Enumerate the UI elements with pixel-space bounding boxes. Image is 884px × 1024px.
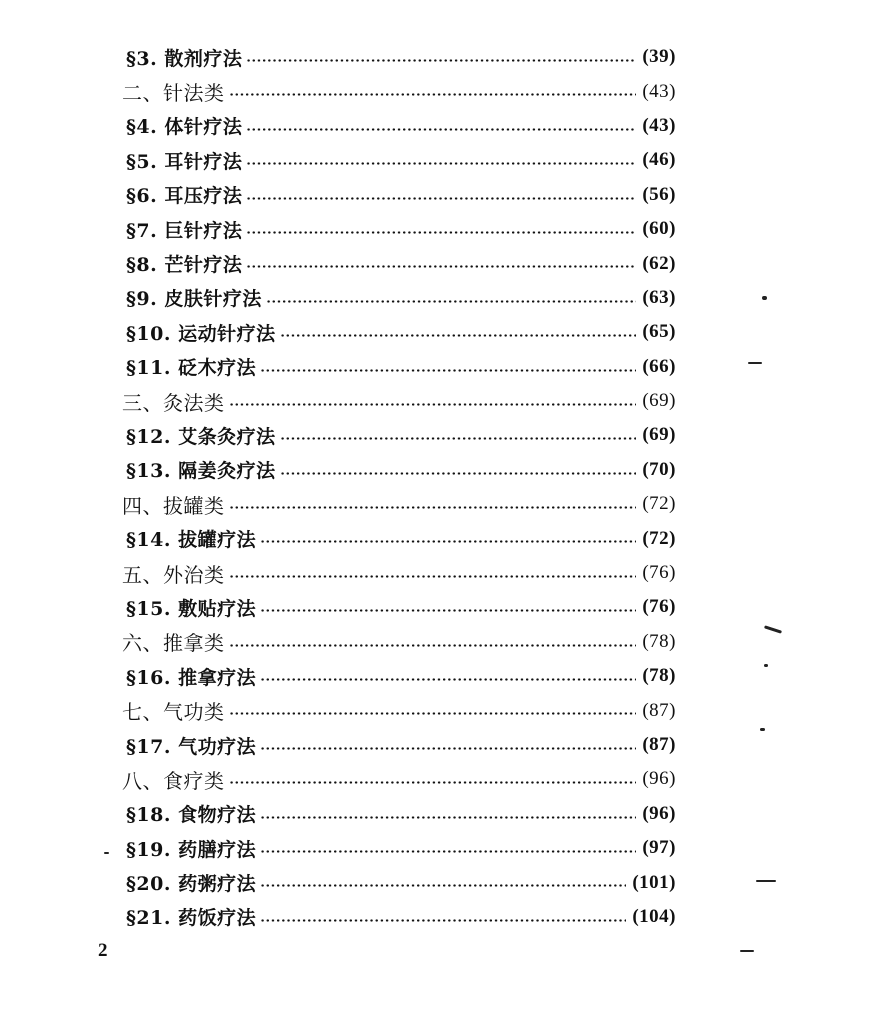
dot-leader (229, 693, 637, 727)
toc-page-number: (65) (642, 321, 676, 343)
toc-page-number: (46) (642, 149, 676, 171)
dot-leader (260, 521, 636, 555)
toc-section (126, 40, 676, 74)
toc-page-number: (87) (642, 699, 676, 721)
scan-speck (756, 880, 776, 882)
toc-title: §20. 药粥疗法 (126, 873, 257, 896)
scan-speck (760, 728, 765, 731)
toc-page-number: (78) (642, 665, 676, 687)
toc-category (122, 487, 676, 521)
toc-section (126, 728, 676, 762)
scan-speck (104, 852, 109, 854)
scan-speck (748, 362, 762, 364)
dot-leader (280, 453, 637, 487)
toc-page-number: (78) (642, 630, 676, 652)
toc-category (122, 556, 676, 590)
dot-leader (246, 40, 636, 74)
toc-title: §15. 敷贴疗法 (126, 597, 257, 620)
toc-section (126, 315, 676, 349)
toc-category (122, 693, 676, 727)
toc-page-number: (96) (642, 768, 676, 790)
toc-page-number: (69) (642, 390, 676, 412)
table-of-contents (0, 40, 884, 934)
dot-leader (229, 556, 637, 590)
toc-section (126, 453, 676, 487)
toc-row (0, 143, 884, 177)
dot-leader (246, 246, 636, 280)
dot-leader (266, 281, 636, 315)
toc-page-number: (39) (642, 46, 676, 68)
toc-section (126, 178, 676, 212)
toc-title: §19. 药膳疗法 (126, 838, 257, 861)
toc-title: 五、外治类 (122, 562, 225, 587)
toc-page-number: (97) (642, 837, 676, 859)
toc-page-number: (60) (642, 218, 676, 240)
toc-row (0, 556, 884, 590)
toc-row (0, 350, 884, 384)
toc-title: §7. 巨针疗法 (126, 219, 243, 242)
toc-title: §8. 芒针疗法 (126, 254, 243, 277)
toc-title: §10. 运动针疗法 (126, 322, 276, 345)
toc-page-number: (69) (642, 424, 676, 446)
toc-category (122, 384, 676, 418)
toc-section (126, 109, 676, 143)
dot-leader (246, 143, 636, 177)
toc-section (126, 865, 676, 899)
toc-page-number: (43) (642, 114, 676, 136)
toc-section (126, 212, 676, 246)
toc-page-number: (87) (642, 734, 676, 755)
dot-leader (260, 865, 626, 899)
toc-page-number: (76) (642, 562, 676, 584)
dot-leader (229, 487, 637, 521)
dot-leader (280, 315, 637, 349)
toc-row (0, 831, 884, 865)
toc-page-number: (72) (642, 493, 676, 515)
toc-row (0, 762, 884, 796)
dot-leader (229, 625, 637, 659)
toc-title: §14. 拔罐疗法 (126, 529, 257, 552)
toc-title: 七、气功类 (122, 700, 225, 725)
toc-title: §17. 气功疗法 (126, 735, 257, 758)
toc-row (0, 246, 884, 280)
dot-leader (260, 728, 636, 762)
dot-leader (229, 74, 637, 108)
dot-leader (260, 831, 636, 865)
toc-page-number: (70) (642, 458, 676, 480)
toc-section (126, 521, 676, 555)
toc-row (0, 40, 884, 74)
toc-page-number: (66) (642, 355, 676, 377)
dot-leader (260, 590, 636, 624)
toc-title: §21. 药饭疗法 (126, 907, 257, 930)
dot-leader (260, 659, 636, 693)
toc-row (0, 625, 884, 659)
toc-row (0, 315, 884, 349)
toc-title: §9. 皮肤针疗法 (126, 288, 262, 311)
toc-section (126, 590, 676, 624)
toc-row (0, 797, 884, 831)
toc-page-number: (104) (632, 905, 676, 927)
toc-title: §18. 食物疗法 (126, 804, 257, 827)
toc-page-number: (72) (642, 527, 676, 549)
toc-section (126, 350, 676, 384)
dot-leader (229, 762, 637, 796)
toc-row (0, 109, 884, 143)
toc-row (0, 659, 884, 693)
toc-category (122, 625, 676, 659)
dot-leader (229, 384, 637, 418)
toc-row (0, 590, 884, 624)
toc-row (0, 900, 884, 934)
toc-page-number: (96) (642, 802, 676, 824)
toc-title: §16. 推拿疗法 (126, 666, 257, 689)
toc-title: §13. 隔姜灸疗法 (126, 460, 276, 483)
toc-row (0, 418, 884, 452)
dot-leader (260, 900, 626, 934)
toc-page-number: (76) (642, 596, 676, 618)
toc-row (0, 521, 884, 555)
toc-section (126, 659, 676, 693)
toc-row (0, 728, 884, 762)
toc-row (0, 212, 884, 246)
dot-leader (246, 178, 636, 212)
toc-page-number: (63) (642, 286, 676, 308)
toc-title: §3. 散剂疗法 (126, 47, 243, 70)
toc-page-number: (43) (642, 80, 676, 102)
page-number: 2 (98, 940, 108, 961)
toc-section (126, 246, 676, 280)
toc-section (126, 900, 676, 934)
toc-section (126, 418, 676, 452)
scan-speck (762, 296, 767, 300)
toc-title: §11. 砭木疗法 (126, 357, 257, 380)
toc-row (0, 281, 884, 315)
dot-leader (246, 212, 636, 246)
toc-row (0, 865, 884, 899)
toc-title: 八、食疗类 (122, 768, 225, 793)
dot-leader (280, 418, 637, 452)
toc-page-number: (56) (642, 183, 676, 205)
toc-row (0, 453, 884, 487)
dot-leader (246, 109, 636, 143)
toc-title: 三、灸法类 (122, 390, 225, 415)
toc-title: §12. 艾条灸疗法 (126, 425, 276, 448)
toc-category (122, 74, 676, 108)
dot-leader (260, 797, 636, 831)
toc-row (0, 178, 884, 212)
toc-title: §4. 体针疗法 (126, 116, 243, 139)
toc-title: 四、拔罐类 (122, 493, 225, 518)
scan-speck (764, 664, 768, 667)
toc-title: 六、推拿类 (122, 631, 225, 656)
scan-speck (740, 950, 754, 952)
toc-title: §5. 耳针疗法 (126, 150, 243, 173)
toc-category (122, 762, 676, 796)
toc-row (0, 384, 884, 418)
toc-page-number: (101) (632, 871, 676, 893)
toc-section (126, 831, 676, 865)
toc-section (126, 281, 676, 315)
toc-title: 二、针法类 (122, 81, 225, 106)
dot-leader (260, 350, 636, 384)
toc-page-number: (62) (642, 252, 676, 274)
toc-section (126, 797, 676, 831)
toc-row (0, 693, 884, 727)
toc-title: §6. 耳压疗法 (126, 185, 243, 208)
toc-row (0, 74, 884, 108)
toc-row (0, 487, 884, 521)
toc-section (126, 143, 676, 177)
